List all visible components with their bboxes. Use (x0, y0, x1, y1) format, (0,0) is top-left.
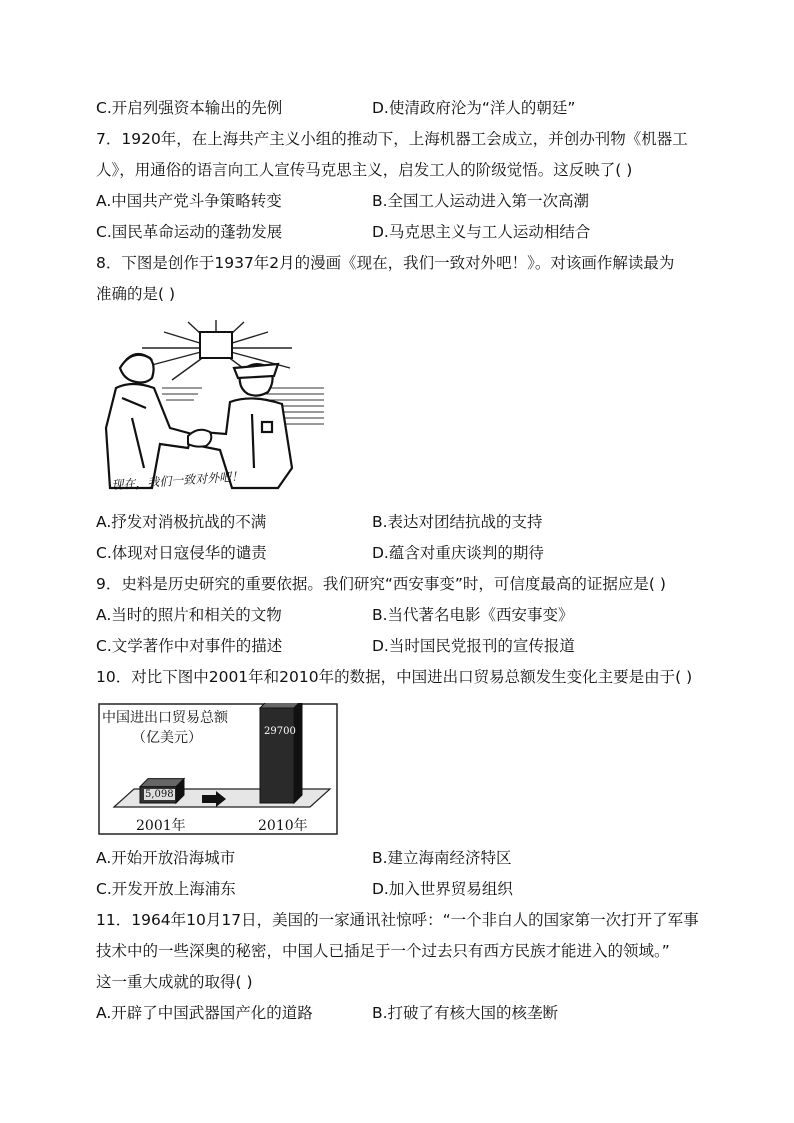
q8-stem-line2: 准确的是( ) (96, 285, 176, 303)
q7-stem-line2: 人》，用通俗的语言向工人宣传马克思主义，启发工人的阶级觉悟。这反映了( ) (96, 161, 633, 179)
q9-option-a: A.当时的照片和相关的文物 (96, 606, 282, 624)
q8-stem-line1: 8．下图是创作于1937年2月的漫画《现在，我们一致对外吧！》。对该画作解读最为 (96, 254, 675, 272)
q8-option-d: D.蕴含对重庆谈判的期待 (372, 544, 544, 562)
cartoon-caption: 现在，我们一致对外吧！ (110, 469, 244, 493)
q7-option-b: B.全国工人运动进入第一次高潮 (372, 192, 590, 210)
chart-unit: （亿美元） (132, 730, 202, 746)
q10-option-c: C.开发开放上海浦东 (96, 880, 236, 898)
trade-chart (98, 703, 338, 835)
q9-option-c: C.文学著作中对事件的描述 (96, 637, 283, 655)
q11-option-b: B.打破了有核大国的核垄断 (372, 1004, 559, 1022)
q8-option-a: A.抒发对消极抗战的不满 (96, 513, 267, 531)
q6-option-d: D.使清政府沦为“洋人的朝廷” (372, 99, 576, 117)
chart-title: 中国进出口贸易总额 (102, 710, 228, 726)
bar-2010年 (260, 708, 294, 803)
q11-stem-line1: 11．1964年10月17日，美国的一家通讯社惊呼：“一个非白人的国家第一次打开了军事 (96, 911, 699, 929)
q7-stem-line1: 7．1920年，在上海共产主义小组的推动下，上海机器工会成立，并创办刊物《机器工 (96, 130, 688, 148)
bar-side-2010年 (294, 703, 302, 803)
q11-option-a: A.开辟了中国武器国产化的道路 (96, 1004, 313, 1022)
q10-stem: 10．对比下图中2001年和2010年的数据，中国进出口贸易总额发生变化主要是由于( ) (96, 668, 693, 686)
q9-stem: 9．史料是历史研究的重要依据。我们研究“西安事变”时，可信度最高的证据应是( ) (96, 575, 666, 593)
q10-option-d: D.加入世界贸易组织 (372, 880, 513, 898)
q9-option-d: D.当时国民党报刊的宣传报道 (372, 637, 575, 655)
q9-option-b: B.当代著名电影《西安事变》 (372, 606, 574, 624)
q11-stem-line3: 这一重大成就的取得( ) (96, 973, 253, 991)
q7-option-d: D.马克思主义与工人运动相结合 (372, 223, 591, 241)
q10-option-b: B.建立海南经济特区 (372, 849, 512, 867)
q7-option-c: C.国民革命运动的蓬勃发展 (96, 223, 283, 241)
q7-option-a: A.中国共产党斗争策略转变 (96, 192, 282, 210)
handshake (188, 430, 211, 447)
sun-body (200, 332, 232, 358)
q11-stem-line2: 技术中的一些深奥的秘密，中国人已插足于一个过去只有西方民族才能进入的领域。” (96, 942, 670, 960)
x-tick-2001: 2001年 (136, 818, 186, 834)
q6-option-c: C.开启列强资本输出的先例 (96, 99, 283, 117)
q8-option-b: B.表达对团结抗战的支持 (372, 513, 543, 531)
cartoon-illustration (102, 318, 330, 494)
x-tick-2010: 2010年 (258, 818, 308, 834)
q10-option-a: A.开始开放沿海城市 (96, 849, 236, 867)
bar-value-label-2010: 29700 (264, 725, 296, 737)
bar-value-label-2001: 5,098 (145, 788, 174, 800)
q8-option-c: C.体现对日寇侵华的谴责 (96, 544, 267, 562)
